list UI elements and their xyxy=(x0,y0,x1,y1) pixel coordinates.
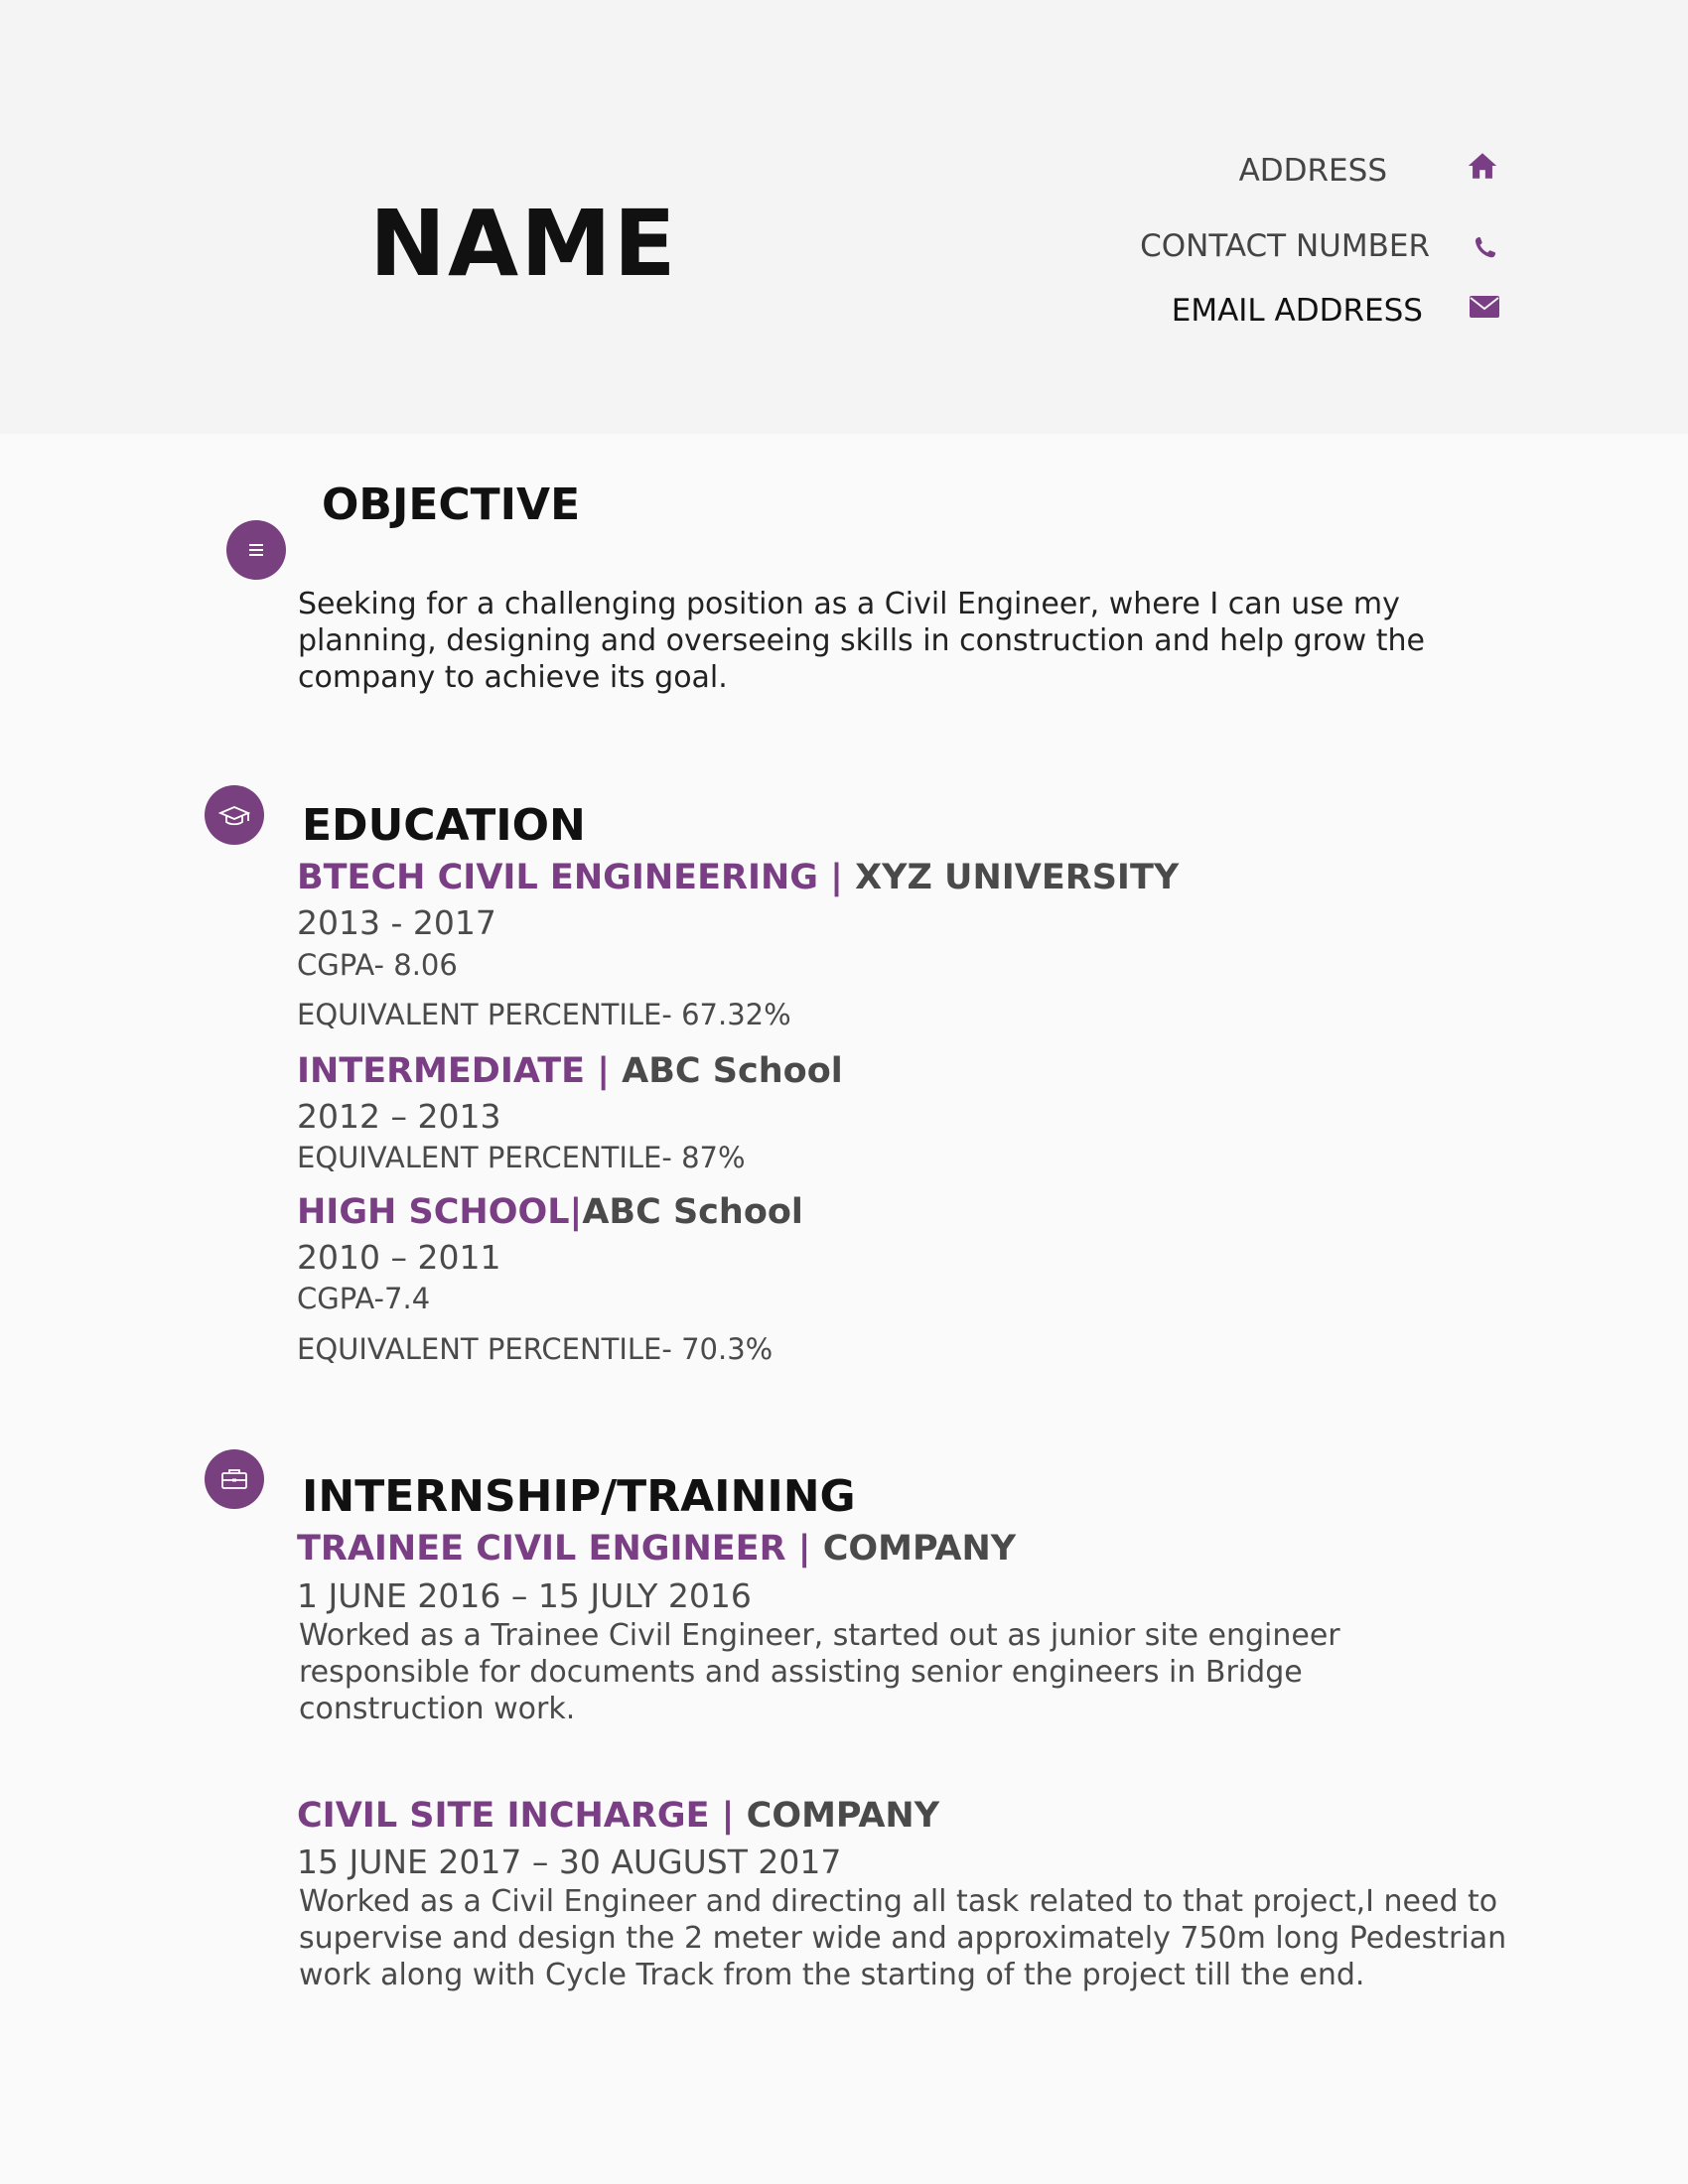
contact-number-label: CONTACT NUMBER xyxy=(1140,228,1430,264)
education-entry-title xyxy=(297,1051,843,1091)
internship-entry-title xyxy=(297,1529,1017,1569)
role: CIVIL SITE INCHARGE | xyxy=(297,1796,735,1836)
internship-description: Worked as a Civil Engineer and directing all task related to that project,I need to supervise and design the 2 meter wide and approximately 750m long Pedestrian work along with Cycle Track from the starting of the project till the end. xyxy=(299,1884,1507,1992)
phone-icon xyxy=(1470,233,1499,263)
degree: INTERMEDIATE | xyxy=(297,1051,610,1091)
internship-entry-title xyxy=(297,1796,940,1836)
internship-dates: 1 JUNE 2016 – 15 JULY 2016 xyxy=(297,1576,752,1615)
education-years: 2010 – 2011 xyxy=(297,1238,501,1277)
home-icon xyxy=(1466,149,1499,183)
education-years: 2012 – 2013 xyxy=(297,1097,501,1136)
internship-title: INTERNSHIP/TRAINING xyxy=(302,1471,856,1522)
objective-text: Seeking for a challenging position as a Civil Engineer, where I can use my planning, designing and overseeing skills in construction and help grow the company to achieve its goal. xyxy=(298,587,1425,695)
education-percentile: EQUIVALENT PERCENTILE- 87% xyxy=(297,1141,746,1174)
education-percentile: EQUIVALENT PERCENTILE- 70.3% xyxy=(297,1332,774,1366)
education-cgpa: CGPA- 8.06 xyxy=(297,948,458,982)
internship-description: Worked as a Trainee Civil Engineer, started out as junior site engineer responsible for documents and assisting senior engineers in Bridge construction work. xyxy=(299,1618,1340,1726)
company: COMPANY xyxy=(746,1796,940,1836)
graduation-cap-icon xyxy=(205,785,264,845)
education-percentile: EQUIVALENT PERCENTILE- 67.32% xyxy=(297,998,791,1031)
email-address-label: EMAIL ADDRESS xyxy=(1171,293,1423,329)
education-entry-title xyxy=(297,1192,803,1232)
degree: HIGH SCHOOL| xyxy=(297,1192,583,1232)
objective-icon xyxy=(226,520,286,580)
address-label: ADDRESS xyxy=(1238,153,1387,189)
candidate-name: NAME xyxy=(369,191,678,297)
education-entry-title xyxy=(297,858,1180,897)
institution: XYZ UNIVERSITY xyxy=(855,858,1180,897)
institution: ABC School xyxy=(582,1192,803,1232)
header-band xyxy=(0,0,1688,434)
education-title: EDUCATION xyxy=(302,800,586,851)
role: TRAINEE CIVIL ENGINEER | xyxy=(297,1529,811,1569)
briefcase-icon xyxy=(205,1449,264,1509)
objective-title: OBJECTIVE xyxy=(322,479,581,530)
mail-icon xyxy=(1469,294,1500,320)
education-years: 2013 - 2017 xyxy=(297,903,496,942)
education-cgpa: CGPA-7.4 xyxy=(297,1282,431,1315)
institution: ABC School xyxy=(622,1051,843,1091)
degree: BTECH CIVIL ENGINEERING | xyxy=(297,858,843,897)
company: COMPANY xyxy=(822,1529,1017,1569)
internship-dates: 15 JUNE 2017 – 30 AUGUST 2017 xyxy=(297,1843,842,1881)
